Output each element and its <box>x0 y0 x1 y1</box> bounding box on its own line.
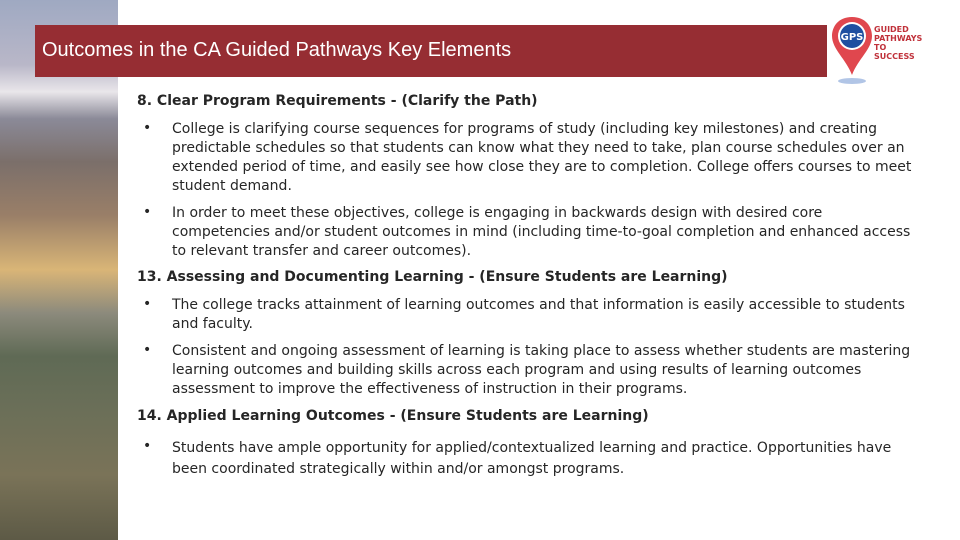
svg-text:GPS: GPS <box>840 32 864 43</box>
bullet: • <box>143 342 152 358</box>
campus-photo <box>0 0 118 540</box>
bullet: • <box>143 296 152 312</box>
bullet-text: Consistent and ongoing assessment of learning is taking place to assess whether students are mastering learning outcomes and building skills across each program and using results of learning outcomes assessment to improve the effectiveness of instruction in their programs. <box>172 343 911 397</box>
section-heading: 14. Applied Learning Outcomes - (Ensure Students are Learning) <box>137 408 649 424</box>
logo-line: SUCCESS <box>874 52 915 61</box>
page-title: Outcomes in the CA Guided Pathways Key Elements <box>42 39 512 61</box>
logo-text <box>874 25 922 61</box>
bullet: • <box>143 204 152 220</box>
bullet-text: The college tracks attainment of learning outcomes and that information is easily accessible to students and faculty. <box>172 297 905 332</box>
section-heading: 13. Assessing and Documenting Learning - (Ensure Students are Learning) <box>137 269 728 285</box>
logo-line: PATHWAYS <box>874 34 923 43</box>
bullet: • <box>143 120 152 136</box>
bullet: • <box>143 438 152 454</box>
logo-line: TO <box>874 43 887 52</box>
map-pin-icon <box>830 15 874 85</box>
section-heading: 8. Clear Program Requirements - (Clarify the Path) <box>137 93 538 109</box>
bullet-text: College is clarifying course sequences for programs of study (including key milestones) and creating predictable schedules so that students can know what they need to take, plan course schedules over an extended period of time, and easily see how close they are to completion. College offers courses to meet student demand. <box>172 121 912 194</box>
bullet-text: In order to meet these objectives, college is engaging in backwards design with desired core competencies and/or student outcomes in mind (including time-to-goal completion and enhanced access to relevant transfer and career outcomes). <box>172 205 911 259</box>
bullet-text: Students have ample opportunity for applied/contextualized learning and practice. Opportunities have been coordinated strategically within and/or amongst programs. <box>172 440 892 477</box>
logo-line: GUIDED <box>874 25 909 34</box>
title-bar <box>35 25 827 77</box>
gps-logo <box>830 15 940 85</box>
